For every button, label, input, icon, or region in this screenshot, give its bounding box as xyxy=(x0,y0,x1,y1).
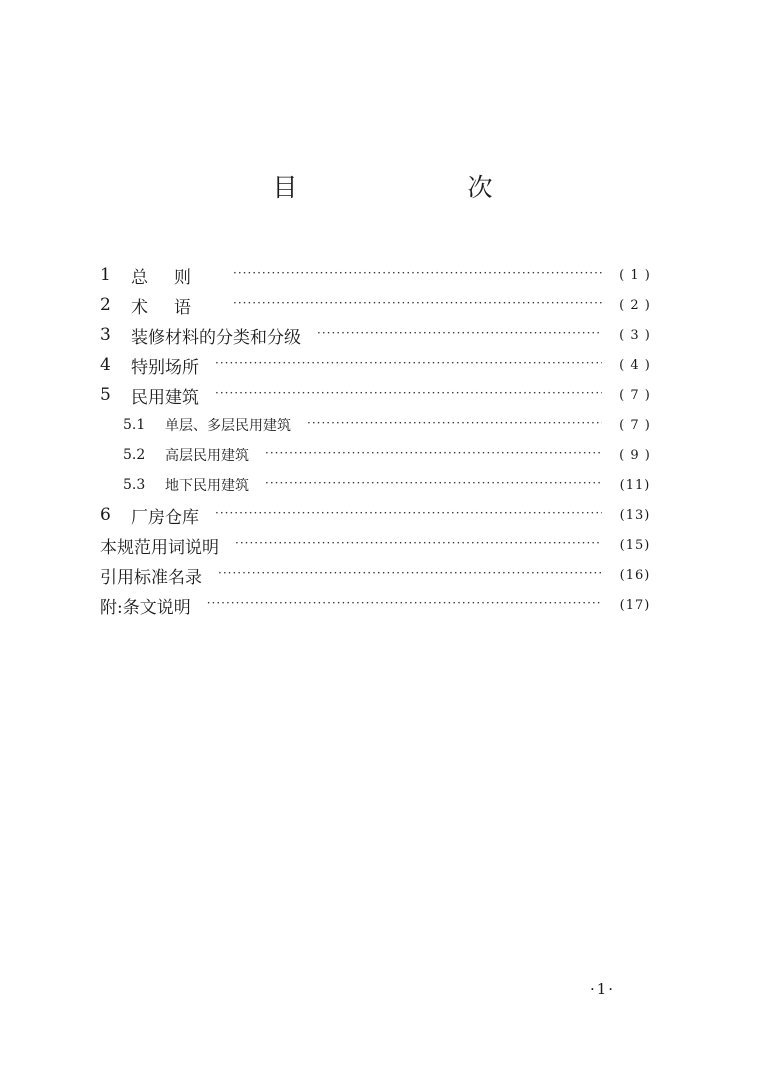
toc-number: 5 xyxy=(100,385,111,405)
dot-leader xyxy=(265,476,602,494)
page-title: 目 次 xyxy=(272,173,533,202)
toc-label: 本规范用词说明 xyxy=(100,537,219,558)
toc-number: 6 xyxy=(100,505,111,525)
toc-entry-1[interactable] xyxy=(100,260,660,290)
toc-page-number: (17) xyxy=(619,597,651,613)
dot-leader xyxy=(307,416,602,434)
toc-label: 装修材料的分类和分级 xyxy=(131,327,301,348)
dot-leader xyxy=(235,536,602,554)
toc-label: 术语 xyxy=(131,297,217,318)
toc-page-number: ( 1 ) xyxy=(619,267,651,283)
toc-label: 总则 xyxy=(131,267,217,288)
toc-page-number: ( 9 ) xyxy=(619,447,651,463)
toc-page-number: (13) xyxy=(619,507,651,523)
toc-entry-2[interactable] xyxy=(100,290,660,320)
toc-page-number: (11) xyxy=(619,477,651,493)
toc-entry-4[interactable] xyxy=(100,350,660,380)
dot-leader xyxy=(265,446,602,464)
toc-label: 特别场所 xyxy=(131,357,199,378)
toc-entry-5-1[interactable] xyxy=(100,410,660,440)
toc-label: 地下民用建筑 xyxy=(165,478,249,494)
toc-number: 5.1 xyxy=(123,417,146,433)
dot-leader xyxy=(233,296,602,314)
toc-entry-6[interactable] xyxy=(100,500,660,530)
dot-leader xyxy=(317,326,602,344)
dot-leader xyxy=(218,566,602,584)
toc-page-number: ( 3 ) xyxy=(619,327,651,343)
toc-page-number: ( 2 ) xyxy=(619,297,651,313)
page-number-footer: ·1· xyxy=(590,980,616,998)
dot-leader xyxy=(207,596,602,614)
toc-entry-3[interactable] xyxy=(100,320,660,350)
toc-entry-referenced-standards[interactable] xyxy=(100,560,660,590)
toc-label: 高层民用建筑 xyxy=(165,448,249,464)
toc-label: 民用建筑 xyxy=(131,387,199,408)
toc-label: 厂房仓库 xyxy=(131,507,199,528)
toc-entry-appendix[interactable] xyxy=(100,590,660,620)
toc-number: 5.2 xyxy=(123,447,146,463)
toc-page-number: (15) xyxy=(619,537,651,553)
toc-entry-terms-explanation[interactable] xyxy=(100,530,660,560)
toc-number: 5.3 xyxy=(123,477,146,493)
toc-page-number: (16) xyxy=(619,567,651,583)
toc-page-number: ( 7 ) xyxy=(619,387,651,403)
toc-page-number: ( 4 ) xyxy=(619,357,651,373)
dot-leader xyxy=(215,506,602,524)
toc-entry-5-2[interactable] xyxy=(100,440,660,470)
dot-leader xyxy=(215,356,602,374)
toc-number: 2 xyxy=(100,295,111,315)
toc-entry-5[interactable] xyxy=(100,380,660,410)
dot-leader xyxy=(215,386,602,404)
toc-number: 3 xyxy=(100,325,111,345)
toc-number: 1 xyxy=(100,265,111,285)
toc-entry-5-3[interactable] xyxy=(100,470,660,500)
toc-label: 单层、多层民用建筑 xyxy=(165,418,291,434)
toc-label: 引用标准名录 xyxy=(100,567,202,588)
toc-label: 附:条文说明 xyxy=(100,597,191,618)
toc-page-number: ( 7 ) xyxy=(619,417,651,433)
dot-leader xyxy=(233,266,602,284)
table-of-contents xyxy=(100,260,660,620)
toc-number: 4 xyxy=(100,355,111,375)
